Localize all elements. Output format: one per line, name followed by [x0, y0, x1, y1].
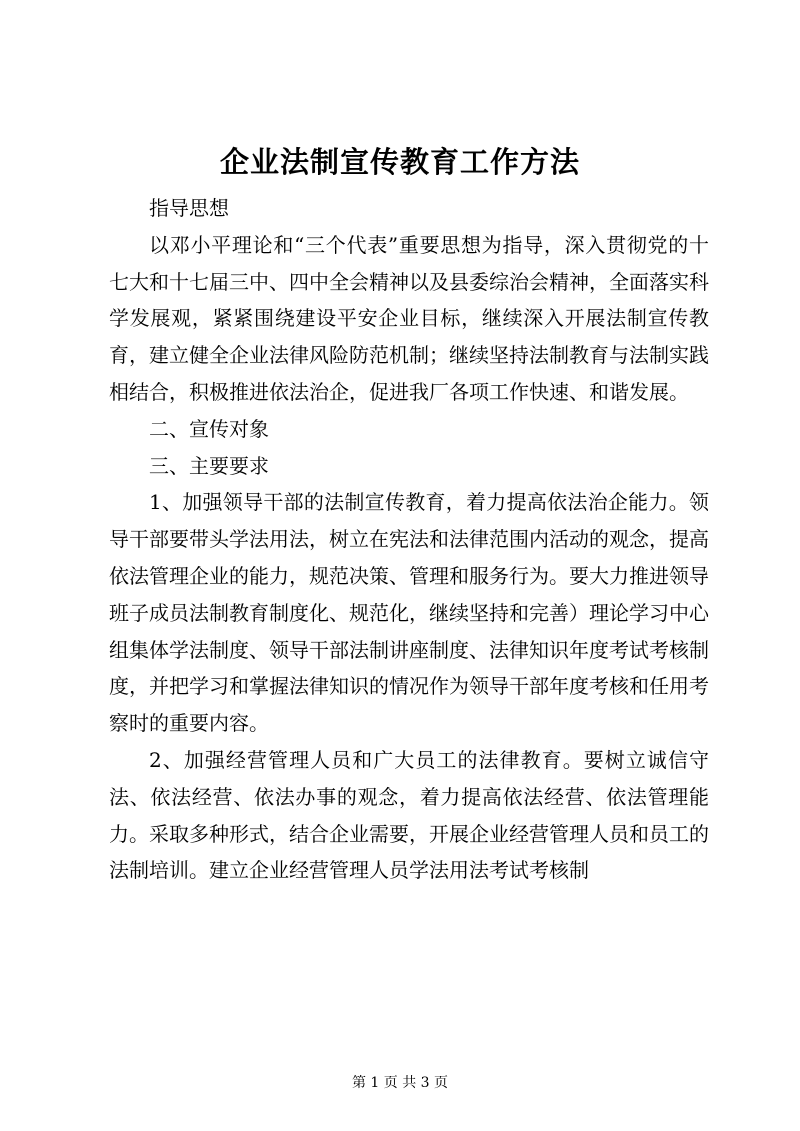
paragraph-section-3-heading: 三、主要要求: [149, 453, 269, 478]
document-title: 企业法制宣传教育工作方法: [219, 145, 580, 179]
paragraph-guiding-thought-heading: 指导思想: [149, 196, 229, 220]
page-footer: 第 1 页 共 3 页: [351, 1075, 449, 1091]
paragraph-section-2-heading: 二、宣传对象: [149, 416, 269, 441]
paragraph-guiding-thought: 以邓小平理论和“三个代表”重要思想为指导，深入贯彻党的十七大和十七届三中、四中全会精神以及县委综治会精神，全面落实科学发展观，紧紧围绕建设平安企业目标，继续深入开展法制宣传教育，建立健全企业法律风险防范机制；继续坚持法制教育与法制实践相结合，积极推进依法治企，促进我厂各项工作快速、和谐发展。: [109, 232, 709, 404]
document-body: [109, 190, 709, 889]
paragraph-requirement-1: 1、加强领导干部的法制宣传教育，着力提高依法治企能力。领导干部要带头学法用法，树立在宪法和法律范围内活动的观念，提高依法管理企业的能力，规范决策、管理和服务行为。要大力推进领导班子成员法制教育制度化、规范化，继续坚持和完善）理论学习中心组集体学法制度、领导干部法制讲座制度、法律知识年度考试考核制度，并把学习和掌握法律知识的情况作为领导干部年度考核和任用考察时的重要内容。: [109, 490, 709, 736]
paragraph-requirement-2: 2、加强经营管理人员和广大员工的法律教育。要树立诚信守法、依法经营、依法办事的观念，着力提高依法经营、依法管理能力。采取多种形式，结合企业需要，开展企业经营管理人员和员工的法制培训。建立企业经营管理人员学法用法考试考核制: [109, 747, 709, 883]
